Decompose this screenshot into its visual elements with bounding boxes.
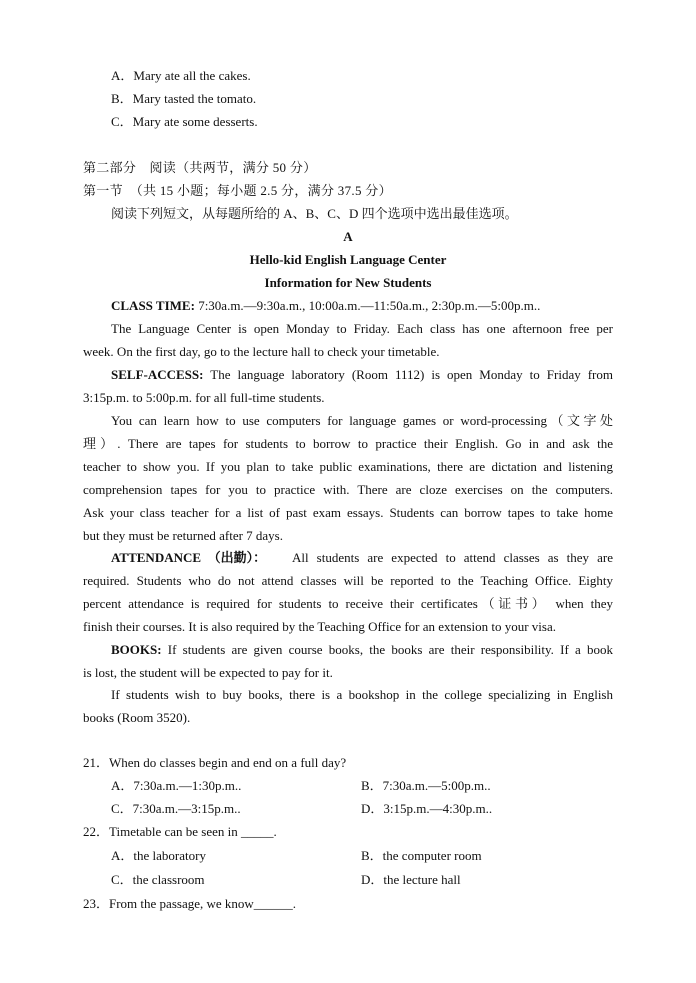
- books-label: BOOKS:: [111, 642, 162, 657]
- paragraph-line: If students wish to buy books, there is a bookshop in the college specializing in English: [111, 687, 613, 702]
- q22-option-d: D．the lecture hall: [361, 872, 461, 887]
- attendance-label: ATTENDANCE: [111, 550, 202, 565]
- q22-option-b: B．the computer room: [361, 848, 482, 863]
- attendance: ATTENDANCE （出勤）：: [111, 550, 267, 565]
- paragraph-line: but they must be returned after 7 days.: [83, 528, 283, 543]
- question-23: 23．From the passage, we know______.: [83, 896, 297, 911]
- instruction: 阅读下列短文，从每题所给的 A、B、C、D 四个选项中选出最佳选项。: [111, 206, 518, 221]
- paragraph-line: week. On the first day, go to the lecture hall to check your timetable.: [83, 344, 440, 359]
- q21-option-d: D．3:15p.m.—4:30p.m..: [361, 801, 493, 816]
- section-heading: 第一节 （共 15 小题；每小题 2.5 分，满分 37.5 分）: [83, 183, 392, 198]
- paragraph-line: You can learn how to use computers for language games or word-processing（文字处: [111, 413, 613, 428]
- paragraph-line: All students are expected to attend classes as they are: [292, 550, 613, 565]
- passage-subtitle: Information for New Students: [264, 275, 432, 290]
- books: BOOKS: If students are given course books, the books are their responsibility. If a book: [111, 642, 613, 657]
- q21-option-a: A．7:30a.m.—1:30p.m..: [111, 778, 242, 793]
- q21-option-c: C．7:30a.m.—3:15p.m..: [111, 801, 241, 816]
- class-time: CLASS TIME: 7:30a.m.—9:30a.m., 10:00a.m.—11:50a.m., 2:30p.m.—5:00p.m..: [111, 298, 541, 313]
- passage-letter: A: [343, 229, 353, 244]
- paragraph-line: 3:15p.m. to 5:00p.m. for all full-time students.: [83, 390, 325, 405]
- paragraph-line: books (Room 3520).: [83, 710, 191, 725]
- part-heading: 第二部分 阅读（共两节，满分 50 分）: [83, 160, 317, 175]
- question-21: 21．When do classes begin and end on a full day?: [83, 755, 347, 770]
- paragraph-line: The Language Center is open Monday to Friday. Each class has one afternoon free per: [111, 321, 613, 336]
- class-time-label: CLASS TIME:: [111, 298, 195, 313]
- q22-option-a: A．the laboratory: [111, 848, 206, 863]
- option-c: C．Mary ate some desserts.: [111, 114, 258, 129]
- option-b: B．Mary tasted the tomato.: [111, 91, 257, 106]
- paragraph-line: 理）. There are tapes for students to borrow to practice their English. Go in and ask the: [83, 436, 613, 451]
- self-access: SELF-ACCESS: The language laboratory (Room 1112) is open Monday to Friday from: [111, 367, 613, 382]
- paragraph-line: finish their courses. It is also required by the Teaching Office for an extension to your visa.: [83, 619, 556, 634]
- paragraph-line: teacher to show you. If you plan to take public examinations, there are dictation and listening: [83, 459, 613, 474]
- q21-option-b: B．7:30a.m.—5:00p.m..: [361, 778, 491, 793]
- paragraph-line: is lost, the student will be expected to pay for it.: [83, 665, 333, 680]
- paragraph-line: required. Students who do not attend classes will be reported to the Teaching Office. Eighty: [83, 573, 613, 588]
- self-access-label: SELF-ACCESS:: [111, 367, 204, 382]
- q22-option-c: C．the classroom: [111, 872, 205, 887]
- passage-title: Hello-kid English Language Center: [249, 252, 447, 267]
- question-22: 22．Timetable can be seen in _____.: [83, 824, 277, 839]
- paragraph-line: comprehension tapes for you to practice with. There are cloze exercises on the computers.: [83, 482, 613, 497]
- paragraph-line: percent attendance is required for students to receive their certificates（证书） when they: [83, 596, 613, 611]
- option-a: A．Mary ate all the cakes.: [111, 68, 251, 83]
- paragraph-line: Ask your class teacher for a list of past exam essays. Students can borrow tapes to take home: [83, 505, 613, 520]
